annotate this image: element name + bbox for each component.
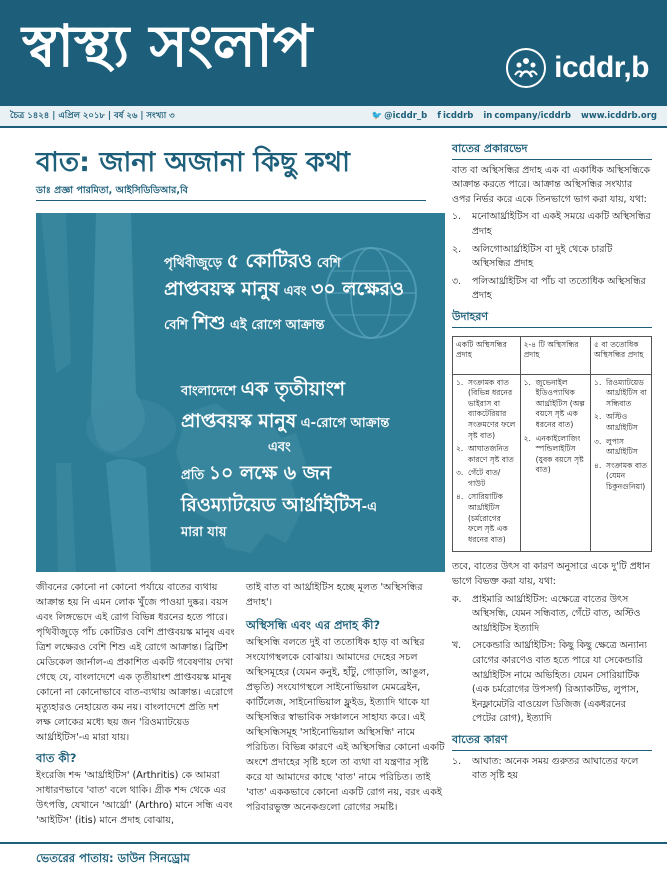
facebook-icon: f [437, 111, 441, 121]
list-item-number: ৪. [456, 492, 464, 502]
list-item-number: ক. [452, 593, 462, 605]
list-item-text: রিওম্যাটয়েড আর্থ্রাইটিস বা সন্ধিবাত [606, 377, 647, 408]
list-item-text: প্রাইমারি আর্থ্রাইটিস: এক্ষেত্রে বাতের উৎস অস্থিসন্ধি, যেমন সন্ধিবাত, গেঁটে বাত, অস্টিও আর্থ্রাইটিস ইত্যাদি [472, 593, 641, 634]
types-intro: বাত বা অস্থিসন্ধির প্রদাহ এক বা একাধিক অস্থিসন্ধিকে আক্রান্ত করতে পারে। আক্রান্ত অস্থিসন্ধির সংখ্যার ওপর নির্ভর করে একে তিনভাগে ভাগ করা যায়, যথা: [452, 164, 650, 205]
infographic-line-4: বাংলাদেশে এক তৃতীয়াংশ [181, 378, 345, 400]
infographic-line-3: বেশি শিশু এই রোগে আক্রান্ত [164, 312, 325, 334]
website-link[interactable]: www.icddrb.org [581, 111, 657, 121]
twitter-icon: 🐦 [371, 111, 383, 121]
table-header: একটি অস্থিসন্ধির প্রদাহ [453, 336, 521, 374]
list-item-number: ৪. [594, 460, 602, 470]
list-item-number: ২. [594, 412, 602, 422]
list-item [456, 378, 517, 442]
article-byline: ডাঃ প্রজ্ঞা পারমিতা, আইসিডিডিআর,বি [36, 185, 188, 196]
list-item-text: আঘাতজনিত কারণে সৃষ্ট বাত [468, 444, 514, 464]
list-item-text: জুভেনাইল ইডিওপ্যাথিক আর্থ্রাইটিস (অল্প বয়সে সৃষ্ট এক ধরনের বাত) [535, 377, 585, 429]
list-item-number: ২. [456, 444, 464, 454]
reasons-heading: বাতের কারণ [452, 733, 652, 751]
twitter-link[interactable]: 🐦 @icddr_b [371, 111, 428, 121]
what-is-arthritis-paragraph: ইংরেজি শব্দ 'আর্থ্রাইটিস' (Arthritis) কে আমরা সাধারণভাবে 'বাত' বলে থাকি। গ্রীক শব্দ থেকে এর উৎপত্তি, যেখানে 'আর্থ্রো' (Arthro) মানে সন্ধি এবং 'আইটিস' (itis) মানে প্রদাহ বোঝায়, [36, 770, 233, 826]
article-column-1 [36, 580, 236, 828]
linkedin-icon: in [483, 111, 493, 121]
list-item [594, 378, 648, 410]
list-item-number: ১. [594, 377, 602, 387]
table-cell [591, 374, 652, 552]
table-header: ৫ বা ততোধিক অস্থিসন্ধির প্রদাহ [591, 336, 652, 374]
issue-date: চৈত্র ১৪২৪ | এপ্রিল ২০১৮ | বর্ষ ২৬ | সংখ্যা ৩ [10, 111, 175, 121]
section-heading-joint-inflammation: অস্থিসন্ধি এবং এর প্রদাহ কী? [246, 618, 381, 632]
list-item-number: ২. [452, 243, 462, 255]
list-item-text: আঘাত: অনেক সময় গুরুতর আঘাতের ফলে বাত সৃষ্টি হয় [472, 755, 639, 782]
joint-inflammation-paragraph: অস্থিসন্ধি বলতে দুই বা ততোধিক হাড় বা অস্থির সংযোগস্থলকে বোঝায়। আমাদের দেহের সচল অস্থিসমূহের (যেমন কনুই, হাঁটু, গোড়ালি, আঙুল, প্রভৃতি) সংযোগস্থলে সাইনোভিয়াল মেমব্রেইন, কার্টিলেজ, সাইনোভিয়াল ফ্লুইড, ইত্যাদি থাকে যা অস্থিসন্ধির স্বাভাবিক সঞ্চালনে সাহায্য করে। এই অস্থিসন্ধিসমূহ 'সাইনোভিয়াল অস্থিসন্ধি' নামে পরিচিত। বিভিন্ন কারণে এই অস্থিসন্ধির কোনো একটি অংশে প্রদাহের সৃষ্টি হলে তা ব্যথা বা যন্ত্রণার সৃষ্টি করে যা আমাদের কাছে 'বাত' নামে পরিচিত। তাই 'বাত' এককভাবে কোনো একটি রোগ নয়, বরং একই পরিবারভুক্ত অনেকগুলো রোগের সমষ্টি। [246, 637, 445, 813]
table-header: ২-৪ টি অস্থিসন্ধির প্রদাহ [520, 336, 590, 374]
list-item-text: সেকেন্ডারি আর্থ্রাইটিস: কিছু কিছু ক্ষেত্রে অন্যান্য রোগের কারণেও বাত হতে পারে যা সেকেন্ডারি আর্থ্রাইটিস নামে অভিহিত। যেমন সোরিয়াটিক (এক চর্মরোগের উপসর্গ) রিঅ্যাকটিভ, লুপাস, ইনফ্লামেটরি বাওয়েল ডিজিজ (একধরনের পেটের রোগ), ইত্যাদি [472, 640, 647, 725]
linkedin-link[interactable]: in company/icddrb [483, 111, 571, 121]
list-item-text: সংক্রামক বাত (যেমন চিকুনগুনিয়া) [606, 460, 647, 491]
people-circle-icon [506, 48, 546, 88]
list-item [452, 210, 652, 239]
table-cell [520, 374, 590, 552]
inside-pages-teaser: ভেতরের পাতায়: ডাউন সিনড্রোম [36, 851, 190, 865]
issue-info-bar [0, 106, 667, 128]
list-item [594, 437, 648, 458]
list-item-number: খ. [452, 640, 462, 652]
reasons-list [452, 755, 652, 784]
list-item [452, 275, 652, 304]
examples-table [452, 336, 652, 553]
intro-paragraph: জীবনের কোনো না কোনো পর্যায়ে বাতের ব্যথায় আক্রান্ত হয় নি এমন লোক খুঁজে পাওয়া দুষ্কর। বয়স এবং লিঙ্গভেদে এই রোগ বিভিন্ন ধরনের হতে পারে। পৃথিবীজুড়ে পাঁচ কোটিরও বেশি প্রাপ্তবয়স্ক মানুষ এবং ত্রিশ লক্ষেরও বেশি শিশু এই রোগে আক্রান্ত। ব্রিটিশ মেডিকেল জার্নাল-এ প্রকাশিত একটি গবেষণায় দেখা গেছে যে, বাংলাদেশে এক তৃতীয়াংশ প্রাপ্তবয়স্ক মানুষ কোনো না কোনোভাবে বাত-ব্যথায় আক্রান্ত। এরোগে মৃত্যুহারও নেহায়েত কম নয়। বাংলাদেশে প্রতি দশ লক্ষ লোকের মধ্যে ছয় জন 'রিওম্যাটয়েড আর্থ্রাইটিস'-এ মারা যায়। [36, 582, 235, 743]
article-column-2 [246, 580, 446, 815]
infographic-line-7: প্রতি ১০ লক্ষে ৬ জন [181, 462, 332, 484]
list-item-text: সোরিয়াটিক আর্থ্রাইটিস (চর্মরোগের ফলে সৃষ্ট এক ধরনের বাত) [468, 492, 508, 544]
arthritis-infographic [36, 213, 445, 572]
sidebar-column [452, 142, 652, 787]
facebook-link[interactable]: f icddrb [437, 111, 474, 121]
list-item-text: মনোআর্থ্রাইটিস বা একই সময়ে একটি অস্থিসন্ধির প্রদাহ [472, 211, 651, 237]
list-item-number: ৩. [456, 468, 464, 478]
list-item [452, 755, 652, 784]
divider [36, 200, 426, 201]
section-heading-what-is-arthritis: বাত কী? [36, 751, 77, 765]
list-item [594, 412, 648, 433]
list-item [452, 593, 652, 637]
causes-intro: তবে, বাতের উৎস বা কারণ অনুসারে একে দু'টি প্রধান ভাগে বিভক্ত করা যায়, যথা: [452, 561, 651, 588]
types-heading: বাতের প্রকারভেদ [452, 142, 652, 160]
list-item-number: ১. [456, 377, 464, 387]
list-item [594, 461, 648, 493]
newsletter-title: স্বাস্থ্য সংলাপ [22, 12, 313, 80]
infographic-line-5: প্রাপ্তবয়স্ক মানুষ এ-রোগে আক্রান্ত [181, 410, 390, 432]
infographic-line-2: প্রাপ্তবয়স্ক মানুষ এবং ৩০ লক্ষেরও [164, 278, 404, 300]
list-item [456, 444, 517, 465]
types-list [452, 210, 652, 304]
infographic-line-1: পৃথিবীজুড়ে ৫ কোটিরও বেশি [164, 250, 341, 272]
logo-text: icddr,b [554, 51, 649, 84]
list-item-text: অলিগোআর্থ্রাইটিস বা দুই থেকে চারটি অস্থিসন্ধির প্রদাহ [472, 243, 613, 270]
footer-divider [0, 842, 667, 844]
table-cell [453, 374, 521, 552]
list-item [524, 378, 587, 431]
list-item-text: সংক্রামক বাত (বিভিন্ন ধরনের ভাইরাস বা ব্যাকটেরিয়ার সংক্রমণের ফলে সৃষ্ট বাত) [468, 377, 516, 440]
list-item-number: ১. [523, 377, 531, 387]
list-item [456, 468, 517, 489]
list-item-text: গেঁটে বাত/ গাউট [468, 468, 501, 488]
list-item-text: পলিআর্থ্রাইটিস বা পাঁচ বা ততোধিক অস্থিসন্ধির প্রদাহ [472, 275, 646, 302]
list-item-number: ৩. [594, 436, 602, 446]
list-item [524, 434, 587, 476]
infographic-line-9: মারা যায় [181, 525, 227, 540]
list-item [456, 492, 517, 545]
list-item-number: ৩. [452, 275, 462, 287]
list-item-number: ২. [523, 433, 531, 443]
list-item-text: অস্টিও আর্থ্রাইটিস [606, 412, 638, 432]
masthead [0, 0, 667, 106]
list-item [452, 243, 652, 272]
arthritis-definition: তাই বাত বা আর্থ্রাইটিস হচ্ছে মূলত 'অস্থিসন্ধির প্রদাহ'। [246, 582, 423, 608]
list-item [452, 639, 652, 727]
infographic-line-6: এবং [268, 440, 291, 455]
article-headline: বাত: জানা অজানা কিছু কথা [36, 147, 350, 178]
list-item-number: ১. [452, 755, 462, 767]
list-item-number: ১. [452, 211, 462, 223]
infographic-line-8: রিওম্যাটয়েড আর্থ্রাইটিস-এ [181, 494, 377, 516]
list-item-text: লুপাস আর্থ্রাইটিস [606, 436, 638, 457]
list-item-text: এনকাইলোজিং স্পন্ডিলাইটিস (যুবক বয়সে সৃষ্ট বাত) [535, 433, 584, 475]
examples-heading: উদাহরণ [452, 310, 652, 328]
icddrb-logo [506, 48, 649, 88]
causes-list [452, 593, 652, 727]
